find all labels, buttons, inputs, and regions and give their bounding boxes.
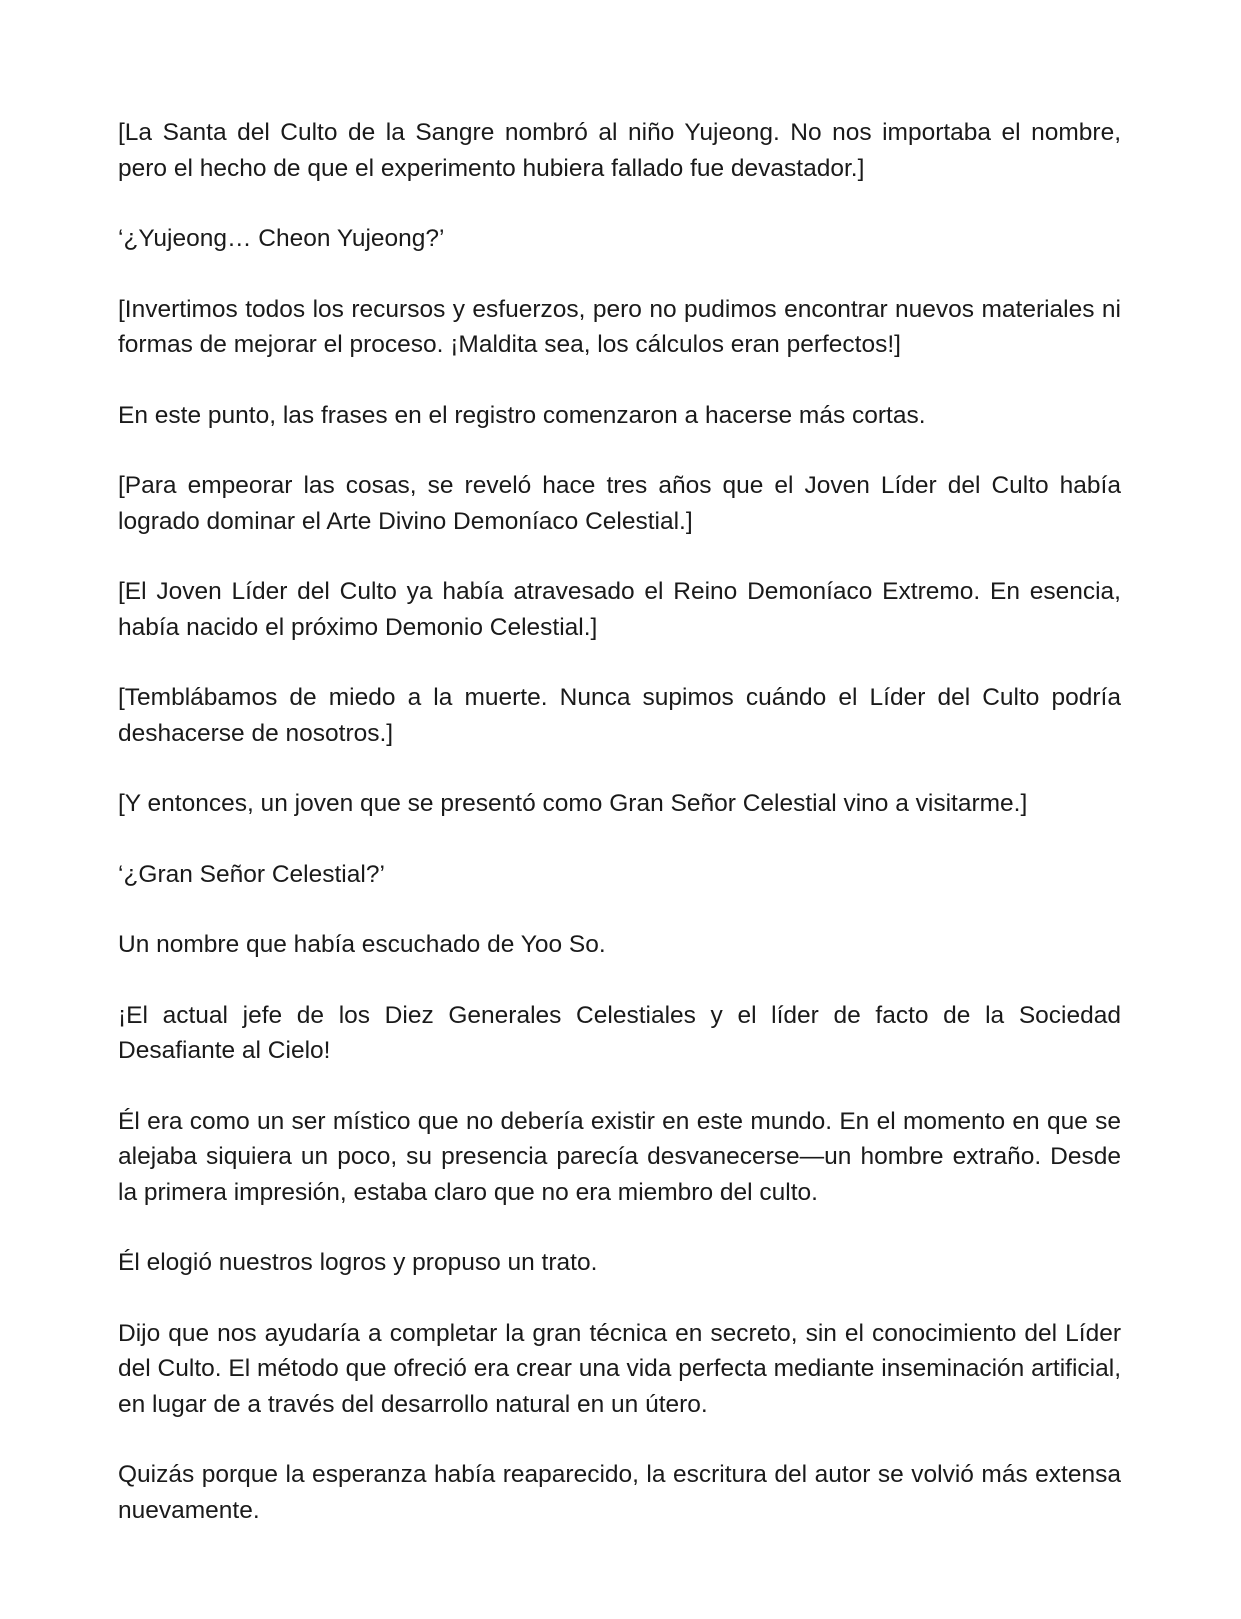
paragraph-7: [Temblábamos de miedo a la muerte. Nunca supimos cuándo el Líder del Culto podría deshacerse de nosotros.] (118, 684, 1121, 747)
paragraph-3: [Invertimos todos los recursos y esfuerzos, pero no pudimos encontrar nuevos materiales ni formas de mejorar el proceso. ¡Maldita sea, los cálculos eran perfectos!] (118, 295, 1121, 358)
paragraph-15: Quizás porque la esperanza había reaparecido, la escritura del autor se volvió más extensa nuevamente. (118, 1461, 1121, 1524)
paragraph-11: ¡El actual jefe de los Diez Generales Celestiales y el líder de facto de la Sociedad Desafiante al Cielo! (118, 1001, 1121, 1064)
paragraph-1: [La Santa del Culto de la Sangre nombró al niño Yujeong. No nos importaba el nombre, pero el hecho de que el experimento hubiera fallado fue devastador.] (118, 119, 1121, 182)
paragraph-5: [Para empeorar las cosas, se reveló hace tres años que el Joven Líder del Culto había logrado dominar el Arte Divino Demoníaco Celestial.] (118, 472, 1121, 535)
paragraph-14: Dijo que nos ayudaría a completar la gran técnica en secreto, sin el conocimiento del Líder del Culto. El método que ofreció era crear una vida perfecta mediante inseminación artificial, en lugar de a través del desarrollo natural en un útero. (118, 1319, 1121, 1418)
paragraph-13: Él elogió nuestros logros y propuso un trato. (118, 1249, 598, 1276)
paragraph-4: En este punto, las frases en el registro comenzaron a hacerse más cortas. (118, 401, 926, 429)
paragraph-6: [El Joven Líder del Culto ya había atravesado el Reino Demoníaco Extremo. En esencia, había nacido el próximo Demonio Celestial.] (118, 578, 1121, 641)
paragraph-10: Un nombre que había escuchado de Yoo So. (118, 931, 606, 958)
paragraph-8: [Y entonces, un joven que se presentó como Gran Señor Celestial vino a visitarme.] (118, 790, 1028, 817)
paragraph-2: ‘¿Yujeong… Cheon Yujeong?’ (118, 225, 445, 252)
document-page (118, 115, 1121, 1563)
paragraph-9: ‘¿Gran Señor Celestial?’ (118, 860, 385, 888)
paragraph-12: Él era como un ser místico que no debería existir en este mundo. En el momento en que se alejaba siquiera un poco, su presencia parecía desvanecerse—un hombre extraño. Desde la primera impresión, estaba claro que no era miembro del culto. (118, 1107, 1121, 1206)
